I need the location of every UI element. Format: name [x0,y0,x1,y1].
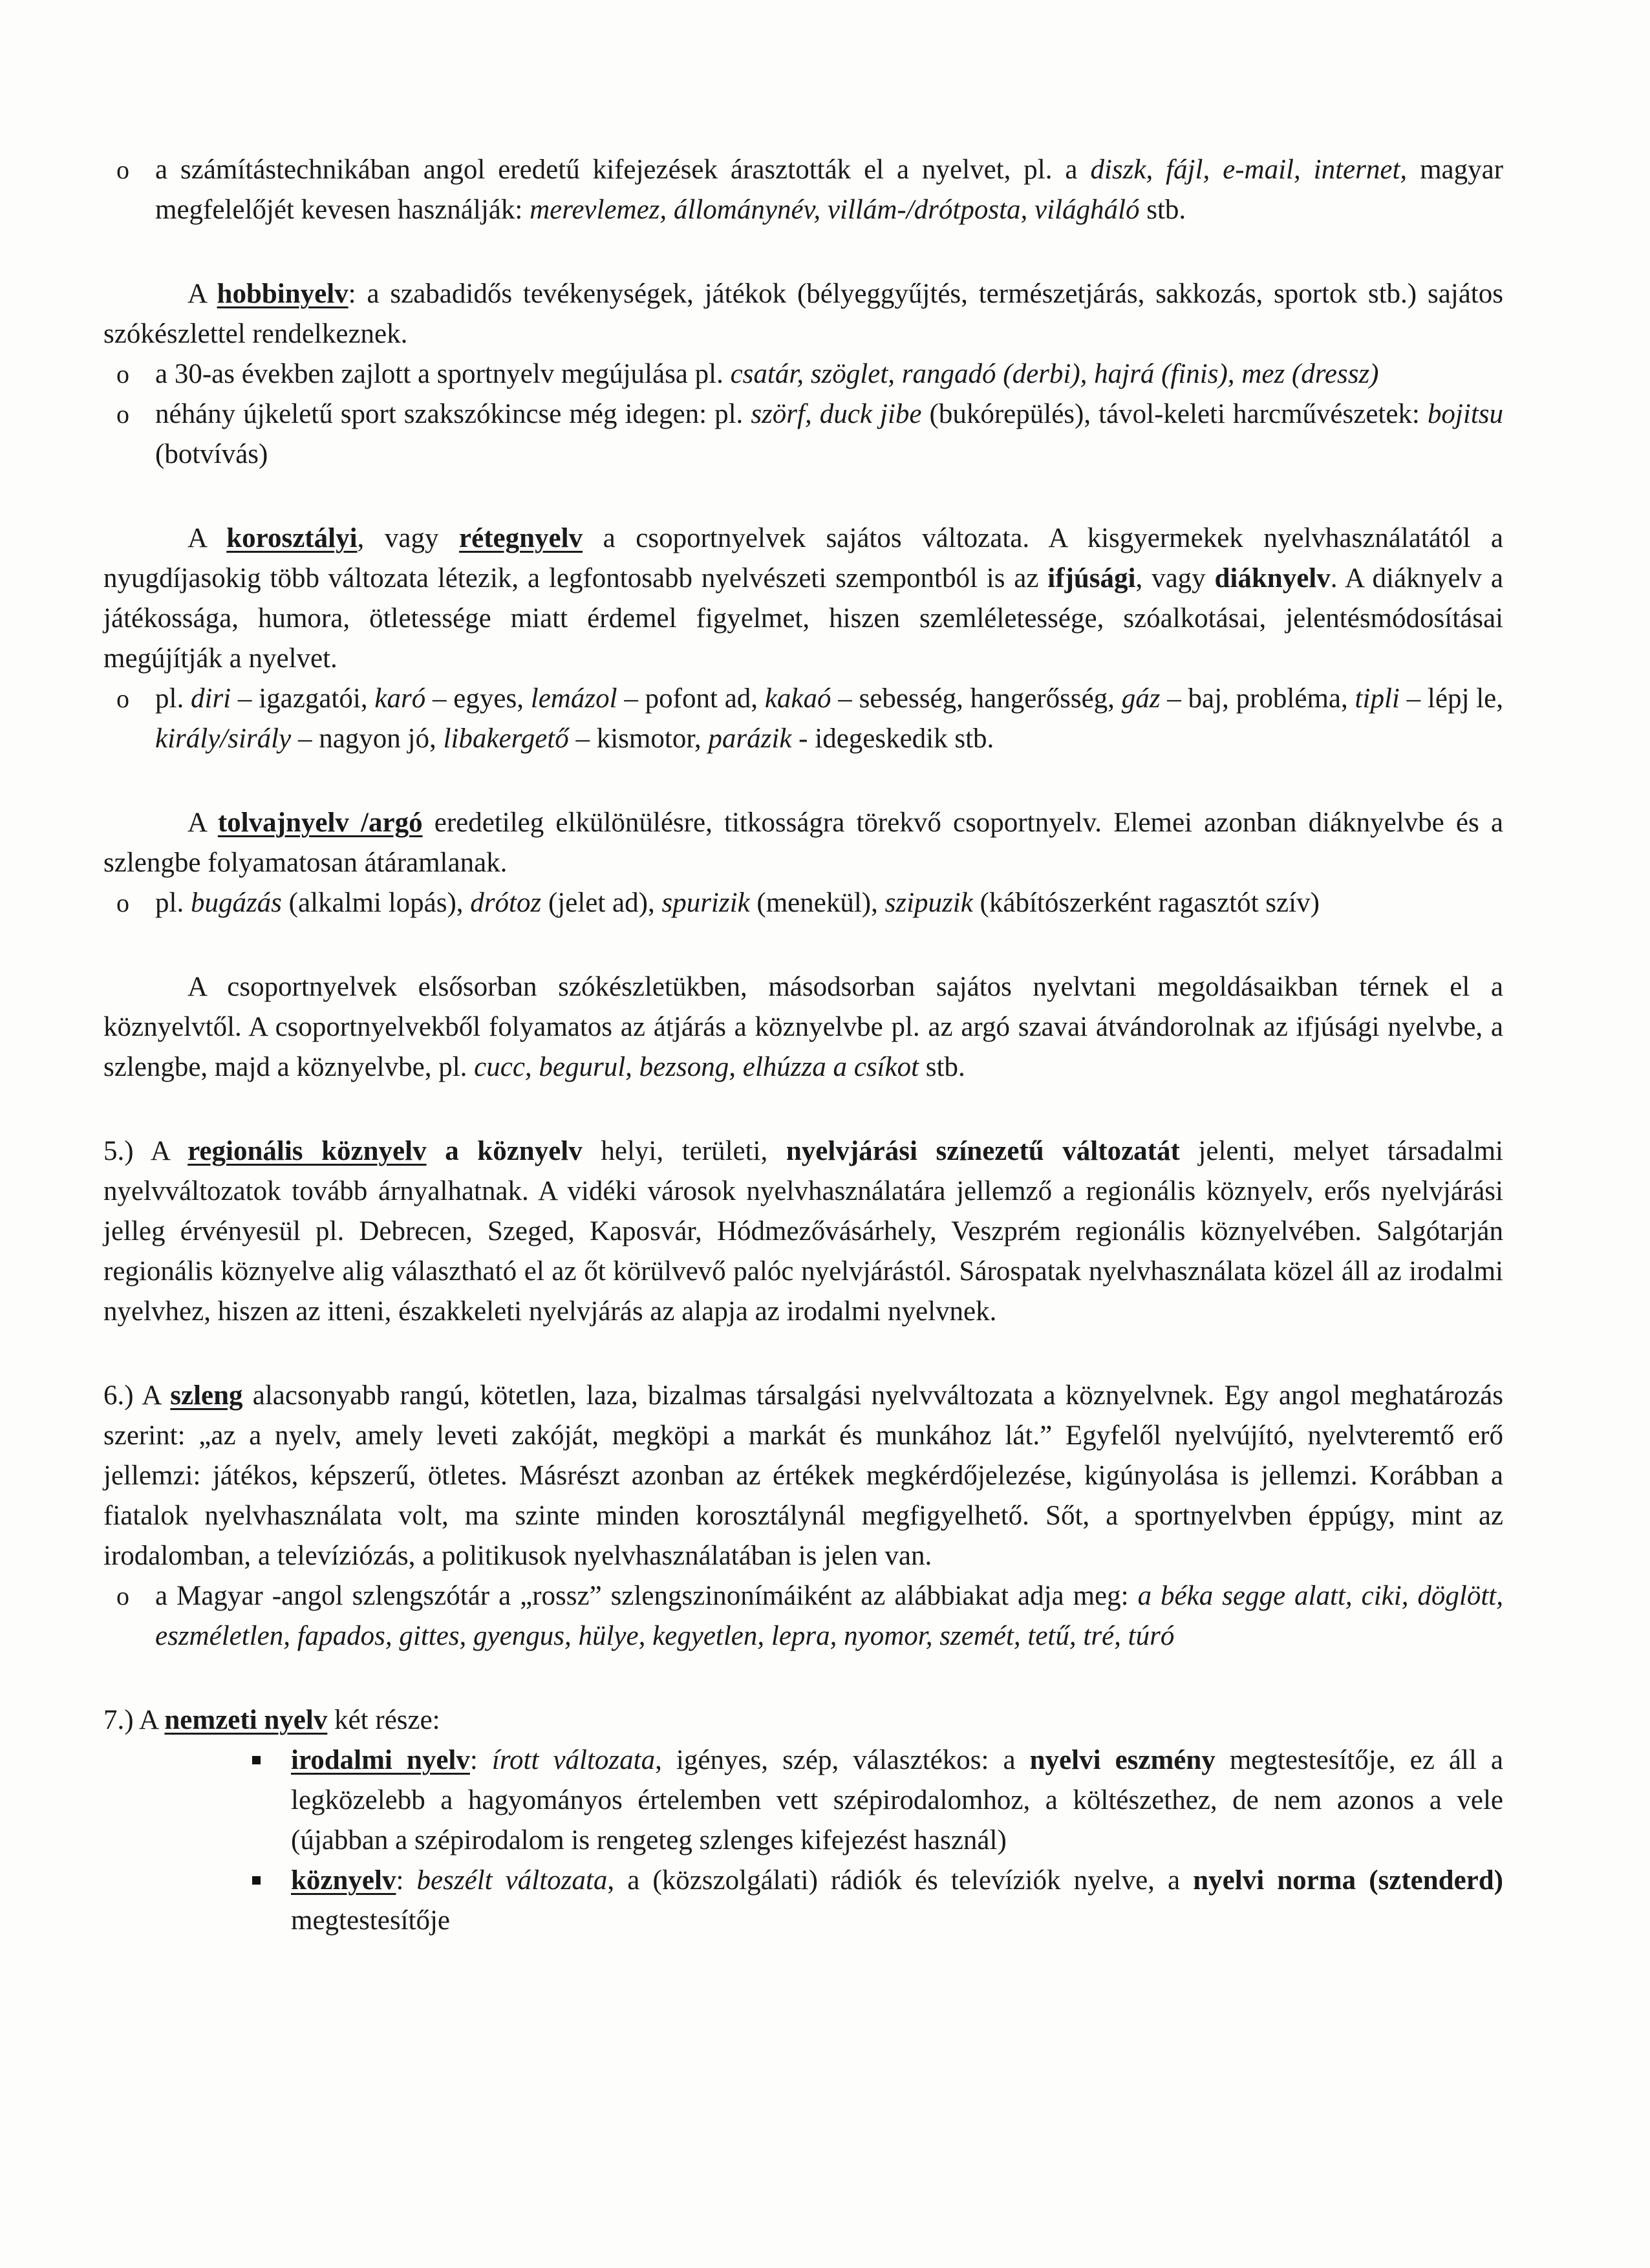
list-item: köznyelv: beszélt változata, a (közszolgálati) rádiók és televíziók nyelve, a nyelvi norma (sztenderd) megtestesítője [252,1861,1503,1941]
term-koznyelv: a köznyelv [426,1136,583,1166]
page-body [103,150,1503,1941]
square-bullet-icon [252,1756,261,1764]
section-number: 6.) A [103,1380,171,1411]
term-ifjusagi: ifjúsági [1047,563,1136,594]
text: (botvívás) [155,439,268,469]
text: eredetileg elkülönülésre, titkosságra törekvő csoportnyelv. Elemei azonban diáknyelvbe és a szlengbe folyamatosan átáramlanak. [103,808,1503,878]
term-hobbinyelv: hobbinyelv [217,279,348,309]
bullet-list-diaknyelv [103,679,1503,759]
bullet-list-sport [103,354,1503,475]
list-item: irodalmi nyelv: írott változata, igényes, szép, választékos: a nyelvi eszmény megtestesítője, ez áll a legközelebb a hagyományos értelemben vett szépirodalomhoz, a költészethez, de nem azonos a vele (újabban a szépirodalom is rengeteg szlenges kifejezést használ) [252,1740,1503,1861]
paragraph-csoportnyelvek [103,967,1503,1087]
section-number: 7.) A [103,1705,165,1735]
example-words: diszk, fájl, e-mail, internet, [1090,155,1408,185]
term-irodalmi-nyelv: irodalmi nyelv [291,1745,470,1775]
text: magyar megfelelőjét kevesen használják: [155,155,1504,225]
text: megtestesítője, ez áll a legközelebb a hagyományos értelemben vett szépirodalomhoz, a költészethez, de nem azonos a vele (újabban a szépirodalom is rengeteg szlenges kifejezést használ) [291,1745,1503,1856]
text: írott változata [491,1745,656,1775]
paragraph-hobbinyelv [103,274,1503,354]
text: beszélt változata [416,1865,608,1896]
text: a csoportnyelvek sajátos változata. A kisgyermekek nyelvhasználatától a nyugdíjasokig több változata létezik, a legfontosabb nyelvészeti szempontból is az [103,523,1503,594]
example-words: szörf, duck jibe [751,399,922,429]
text: , vagy [1135,563,1215,594]
list-item [103,1576,1503,1656]
term-nyelvi-eszmeny: nyelvi eszmény [1029,1745,1216,1775]
circle-bullet-icon: o [116,400,129,429]
text: két része: [327,1705,440,1735]
text: a 30-as években zajlott a sportnyelv megújulása pl. [155,359,731,389]
text: alacsonyabb rangú, kötetlen, laza, bizalmas társalgási nyelvváltozata a köznyelvnek. Egy angol meghatározás szerint: „az a nyelv, amely leveti zakóját, megköpi a markát és munkához lát.” Egyfelől nyelvújító, nyelvteremtő erő jellemzi: játékos, képszerű, ötletes. Másrészt azonban az értékek megkérdőjelezése, kigúnyolása is jellemzi. Korábban a fiatalok nyelvhasználata volt, ma szinte minden korosztálynál megfigyelhető. Sőt, a sportnyelvben éppúgy, mint az irodalomban, a televíziózás, a politikusok nyelvhasználatában is jelen van. [103,1380,1503,1571]
section-7-nemzeti-nyelv [103,1700,1503,1740]
text: megtestesítője [291,1905,450,1936]
example-words: csatár, szöglet, rangadó (derbi), hajrá (finis), mez (dressz) [730,359,1379,389]
text: , igényes, szép, választékos: a [655,1745,1030,1775]
text: A [188,808,218,838]
term-retegnyelv: rétegnyelv [459,523,583,553]
text: , a (közszolgálati) rádiók és televíziók nyelve, a [607,1865,1194,1896]
text: stb. [1139,195,1186,225]
term-regionalis-koznyelv: regionális köznyelv [188,1136,427,1166]
circle-bullet-icon: o [116,888,129,917]
term-koznyelv: köznyelv [291,1865,396,1896]
section-6-szleng [103,1376,1503,1576]
circle-bullet-icon: o [116,1581,129,1610]
text: néhány újkeletű sport szakszókincse még idegen: pl. [155,399,751,429]
list-item: o pl. bugázás (alkalmi lopás), drótoz (jelet ad), spurizik (menekül), szipuzik (kábítószerként ragasztót szív) [103,883,1503,923]
bullet-list-computing [103,150,1503,230]
example-words: a béka segge alatt, ciki, döglött, eszméletlen, fapados, gittes, gyengus, hülye, kegyetlen, lepra, nyomor, szemét, tetű, tré, túró [155,1581,1504,1651]
text: (bukórepülés), távol-keleti harcművészetek: [921,399,1428,429]
text: A [188,279,217,309]
section-number: 5.) A [103,1136,188,1166]
section-5-regionalis-koznyelv [103,1131,1503,1332]
text: helyi, területi, [582,1136,786,1166]
text: , vagy [357,523,460,553]
term-korosztalyi: korosztályi [226,523,358,553]
paragraph-tolvajnyelv [103,803,1503,883]
list-item [103,354,1503,394]
list-item [103,150,1503,230]
paragraph-korosztalyi [103,519,1503,679]
square-bullet-icon [252,1876,261,1885]
text: a számítástechnikában angol eredetű kifejezések árasztották el a nyelvet, pl. a [155,155,1091,185]
circle-bullet-icon: o [116,684,129,713]
term-tolvajnyelv: tolvajnyelv /argó [217,808,423,838]
term-nyelvjarasi: nyelvjárási színezetű változatát [786,1136,1180,1166]
list-item: o pl. diri – igazgatói, karó – egyes, lemázol – pofont ad, kakaó – sebesség, hangerősség, gáz – baj, probléma, tipli – lépj le, király/sirály – nagyon jó, libakergető – kismotor, parázik - idegeskedik stb. [103,679,1503,759]
example-words: cucc, begurul, bezsong, elhúzza a csíkot [474,1052,919,1082]
bullet-list-argo [103,883,1503,923]
text: . A diáknyelv a játékossága, humora, ötletessége miatt érdemel figyelmet, hiszen szemléletessége, szóalkotásai, jelentésmódosításai megújítják a nyelvet. [103,563,1503,674]
bullet-list-szleng [103,1576,1503,1656]
term-nyelvi-norma: nyelvi norma (sztenderd) [1193,1865,1503,1896]
example-words: bojitsu [1427,399,1503,429]
circle-bullet-icon: o [116,359,129,389]
text: jelenti, melyet társadalmi nyelvváltozatok tovább árnyalhatnak. A vidéki városok nyelvhasználatára jellemző a regionális köznyelv, erős nyelvjárási jelleg érvényesül pl. Debrecen, Szeged, Kaposvár, Hódmezővásárhely, Veszprém regionális köznyelvében. Salgótarján regionális köznyelve alig választható el az őt körülvevő palóc nyelvjárástól. Sárospatak nyelvhasználata közel áll az irodalmi nyelvhez, hiszen az itteni, északkeleti nyelvjárás az alapja az irodalmi nyelvnek. [103,1136,1503,1327]
term-szleng: szleng [170,1380,243,1411]
list-item [103,394,1503,475]
term-diaknyelv: diáknyelv [1214,563,1331,594]
text: : a szabadidős tevékenységek, játékok (bélyeggyűjtés, természetjárás, sakkozás, sportok stb.) sajátos szókészlettel rendelkeznek. [103,279,1503,349]
example-words: merevlemez, állománynév, villám-/drótposta, világháló [530,195,1140,225]
text: stb. [919,1052,965,1082]
bullet-list-nemzeti-nyelv [103,1740,1503,1941]
circle-bullet-icon: o [116,155,129,184]
text: A [188,523,227,553]
text: a Magyar -angol szlengszótár a „rossz” szlengszinonímáiként az alábbiakat adja meg: [155,1581,1138,1611]
term-nemzeti-nyelv: nemzeti nyelv [164,1705,328,1735]
text: A csoportnyelvek elsősorban szókészletükben, másodsorban sajátos nyelvtani megoldásaikban térnek el a köznyelvtől. A csoportnyelvekből folyamatos az átjárás a köznyelvbe pl. az argó szavai átvándorolnak az ifjúsági nyelvbe, a szlengbe, majd a köznyelvbe, pl. [103,972,1503,1082]
